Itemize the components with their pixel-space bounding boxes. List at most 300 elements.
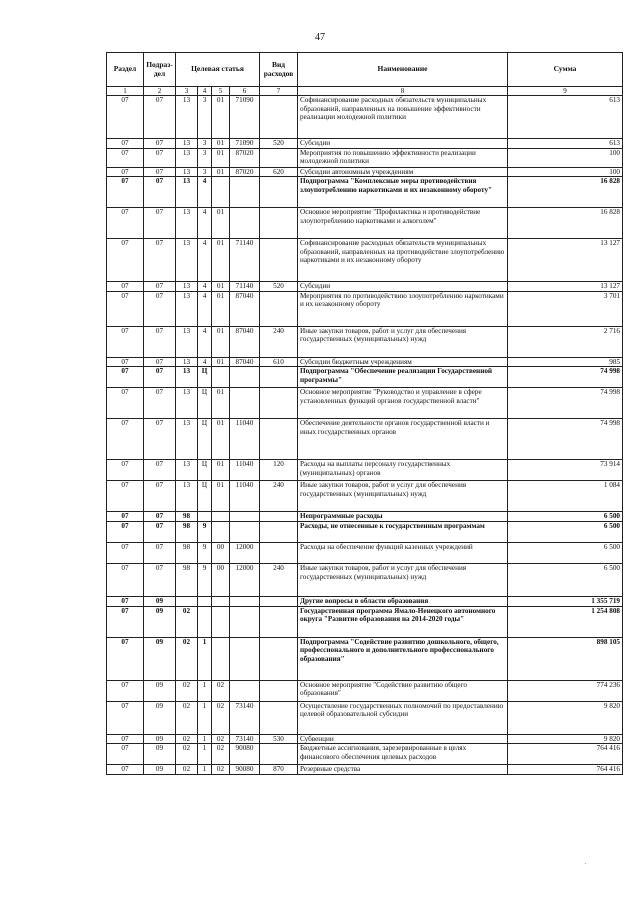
name-cell: Другие вопросы в области образования bbox=[298, 596, 508, 606]
name-cell: Софинансирование расходных обязательств муниципальных образований, направленных на противодействие злоупотреблению наркотиками и их незаконному обороту bbox=[298, 239, 508, 282]
podrazdel-cell: 07 bbox=[144, 326, 176, 357]
razdel-cell: 07 bbox=[107, 239, 144, 282]
target-program-cell: 02 bbox=[176, 734, 198, 744]
target-event-cell: 02 bbox=[212, 701, 230, 734]
razdel-cell: 07 bbox=[107, 744, 144, 765]
name-cell: Иные закупки товаров, работ и услуг для обеспечения государственных (муниципальных) нужд bbox=[298, 326, 508, 357]
table-row bbox=[107, 167, 623, 177]
target-program-cell: 13 bbox=[176, 139, 198, 149]
header-podrazdel: Подраз- дел bbox=[144, 53, 176, 87]
target-event-cell: 01 bbox=[212, 357, 230, 367]
target-event-cell: 01 bbox=[212, 282, 230, 292]
target-program-cell: 13 bbox=[176, 208, 198, 239]
expense-type-cell: 240 bbox=[260, 563, 298, 596]
target-subprogram-cell: 4 bbox=[198, 282, 212, 292]
target-direction-cell bbox=[230, 208, 260, 239]
table-row bbox=[107, 139, 623, 149]
target-direction-cell: 73140 bbox=[230, 701, 260, 734]
table-row bbox=[107, 177, 623, 208]
target-program-cell: 13 bbox=[176, 460, 198, 481]
target-direction-cell bbox=[230, 177, 260, 208]
target-event-cell: 00 bbox=[212, 542, 230, 563]
expense-type-cell bbox=[260, 239, 298, 282]
razdel-cell: 07 bbox=[107, 701, 144, 734]
table-row bbox=[107, 460, 623, 481]
target-direction-cell: 12000 bbox=[230, 563, 260, 596]
expense-type-cell bbox=[260, 542, 298, 563]
target-program-cell: 98 bbox=[176, 542, 198, 563]
podrazdel-cell: 07 bbox=[144, 563, 176, 596]
target-direction-cell: 71090 bbox=[230, 139, 260, 149]
column-number: 5 bbox=[212, 87, 230, 96]
header-vid-rashodov: Вид расходов bbox=[260, 53, 298, 87]
target-program-cell: 02 bbox=[176, 765, 198, 775]
target-event-cell: 01 bbox=[212, 239, 230, 282]
sum-cell: 6 500 bbox=[508, 563, 623, 596]
target-program-cell bbox=[176, 596, 198, 606]
target-subprogram-cell: 9 bbox=[198, 542, 212, 563]
target-event-cell: 02 bbox=[212, 680, 230, 701]
name-cell: Обеспечение деятельности органов государственной власти и иных государственных органов bbox=[298, 419, 508, 460]
table-body bbox=[107, 96, 623, 775]
expense-type-cell: 120 bbox=[260, 460, 298, 481]
page-number: 47 bbox=[315, 32, 325, 43]
target-direction-cell bbox=[230, 512, 260, 522]
sum-cell: 73 914 bbox=[508, 460, 623, 481]
expense-type-cell: 620 bbox=[260, 167, 298, 177]
target-subprogram-cell: 3 bbox=[198, 96, 212, 139]
target-subprogram-cell: 1 bbox=[198, 744, 212, 765]
target-program-cell: 02 bbox=[176, 606, 198, 637]
name-cell: Основное мероприятие "Содействие развитию общего образования" bbox=[298, 680, 508, 701]
table-row bbox=[107, 419, 623, 460]
target-event-cell: 01 bbox=[212, 167, 230, 177]
target-subprogram-cell: 4 bbox=[198, 357, 212, 367]
column-number: 2 bbox=[144, 87, 176, 96]
table-row bbox=[107, 512, 623, 522]
table-row bbox=[107, 148, 623, 167]
target-direction-cell bbox=[230, 388, 260, 419]
name-cell: Расходы на выплаты персоналу государственных (муниципальных) органов bbox=[298, 460, 508, 481]
razdel-cell: 07 bbox=[107, 282, 144, 292]
expense-type-cell bbox=[260, 680, 298, 701]
name-cell: Бюджетные ассигнования, зарезервированные в целях финансового обеспечения целевых расходов bbox=[298, 744, 508, 765]
podrazdel-cell: 07 bbox=[144, 167, 176, 177]
table-row bbox=[107, 680, 623, 701]
target-program-cell: 98 bbox=[176, 521, 198, 542]
column-number: 7 bbox=[260, 87, 298, 96]
target-subprogram-cell: 4 bbox=[198, 177, 212, 208]
sum-cell: 985 bbox=[508, 357, 623, 367]
expense-type-cell bbox=[260, 388, 298, 419]
expense-type-cell bbox=[260, 208, 298, 239]
table-row bbox=[107, 606, 623, 637]
sum-cell: 774 236 bbox=[508, 680, 623, 701]
column-number: 6 bbox=[230, 87, 260, 96]
name-cell: Субсидии bbox=[298, 282, 508, 292]
razdel-cell: 07 bbox=[107, 460, 144, 481]
razdel-cell: 07 bbox=[107, 596, 144, 606]
target-direction-cell: 90080 bbox=[230, 744, 260, 765]
target-subprogram-cell: 9 bbox=[198, 563, 212, 596]
name-cell: Основное мероприятие "Руководство и управление в сфере установленных функций органов государственной власти" bbox=[298, 388, 508, 419]
target-subprogram-cell: Ц bbox=[198, 419, 212, 460]
target-program-cell: 98 bbox=[176, 563, 198, 596]
target-program-cell: 13 bbox=[176, 148, 198, 167]
target-direction-cell: 87020 bbox=[230, 148, 260, 167]
name-cell: Субсидии автономным учреждениям bbox=[298, 167, 508, 177]
expense-type-cell bbox=[260, 291, 298, 326]
podrazdel-cell: 07 bbox=[144, 96, 176, 139]
column-number: 4 bbox=[198, 87, 212, 96]
target-event-cell: 01 bbox=[212, 460, 230, 481]
target-program-cell: 13 bbox=[176, 291, 198, 326]
sum-cell: 1 254 808 bbox=[508, 606, 623, 637]
target-subprogram-cell: 1 bbox=[198, 701, 212, 734]
podrazdel-cell: 07 bbox=[144, 148, 176, 167]
podrazdel-cell: 07 bbox=[144, 419, 176, 460]
name-cell: Субсидии бюджетным учреждениям bbox=[298, 357, 508, 367]
expense-type-cell bbox=[260, 606, 298, 637]
razdel-cell: 07 bbox=[107, 357, 144, 367]
target-direction-cell bbox=[230, 521, 260, 542]
name-cell: Подпрограмма "Обеспечение реализации Государственной программы" bbox=[298, 367, 508, 388]
table-row bbox=[107, 357, 623, 367]
expense-type-cell bbox=[260, 521, 298, 542]
target-subprogram-cell: 4 bbox=[198, 326, 212, 357]
table-row bbox=[107, 542, 623, 563]
podrazdel-cell: 07 bbox=[144, 282, 176, 292]
podrazdel-cell: 07 bbox=[144, 291, 176, 326]
header-naimenovanie: Наименование bbox=[298, 53, 508, 87]
table-row bbox=[107, 239, 623, 282]
target-direction-cell: 87020 bbox=[230, 167, 260, 177]
target-subprogram-cell bbox=[198, 606, 212, 637]
name-cell: Мероприятия по противодействию злоупотреблению наркотиками и их незаконному обороту bbox=[298, 291, 508, 326]
name-cell: Иные закупки товаров, работ и услуг для обеспечения государственных (муниципальных) нужд bbox=[298, 563, 508, 596]
sum-cell: 764 416 bbox=[508, 744, 623, 765]
target-direction-cell: 87040 bbox=[230, 357, 260, 367]
razdel-cell: 07 bbox=[107, 167, 144, 177]
expense-type-cell: 240 bbox=[260, 481, 298, 512]
table-row bbox=[107, 291, 623, 326]
razdel-cell: 07 bbox=[107, 291, 144, 326]
target-subprogram-cell: 1 bbox=[198, 734, 212, 744]
name-cell: Субсидии bbox=[298, 139, 508, 149]
podrazdel-cell: 07 bbox=[144, 367, 176, 388]
expense-type-cell bbox=[260, 512, 298, 522]
target-subprogram-cell: 4 bbox=[198, 291, 212, 326]
target-program-cell: 13 bbox=[176, 326, 198, 357]
target-program-cell: 13 bbox=[176, 367, 198, 388]
sum-cell: 6 500 bbox=[508, 542, 623, 563]
sum-cell: 613 bbox=[508, 96, 623, 139]
podrazdel-cell: 07 bbox=[144, 481, 176, 512]
name-cell: Подпрограмма "Содействие развитию дошкольного, общего, профессионального и дополнительного профессионального образования" bbox=[298, 637, 508, 680]
target-subprogram-cell: 9 bbox=[198, 521, 212, 542]
razdel-cell: 07 bbox=[107, 208, 144, 239]
target-subprogram-cell: 1 bbox=[198, 765, 212, 775]
razdel-cell: 07 bbox=[107, 481, 144, 512]
table-row bbox=[107, 637, 623, 680]
sum-cell: 3 701 bbox=[508, 291, 623, 326]
table-row bbox=[107, 521, 623, 542]
podrazdel-cell: 07 bbox=[144, 177, 176, 208]
scan-mark: . bbox=[584, 860, 586, 866]
target-direction-cell bbox=[230, 606, 260, 637]
budget-table bbox=[106, 52, 623, 775]
target-subprogram-cell: Ц bbox=[198, 481, 212, 512]
podrazdel-cell: 07 bbox=[144, 139, 176, 149]
name-cell: Непрограммные расходы bbox=[298, 512, 508, 522]
target-program-cell: 02 bbox=[176, 744, 198, 765]
target-event-cell bbox=[212, 596, 230, 606]
target-program-cell: 13 bbox=[176, 282, 198, 292]
table-row bbox=[107, 326, 623, 357]
name-cell: Софинансирование расходных обязательств муниципальных образований, направленных на повышение эффективности реализации молодежной политики bbox=[298, 96, 508, 139]
target-subprogram-cell: Ц bbox=[198, 367, 212, 388]
expense-type-cell: 520 bbox=[260, 282, 298, 292]
target-event-cell: 02 bbox=[212, 734, 230, 744]
table-row bbox=[107, 734, 623, 744]
sum-cell: 74 998 bbox=[508, 419, 623, 460]
sum-cell: 16 828 bbox=[508, 177, 623, 208]
name-cell: Расходы на обеспечение функций казенных учреждений bbox=[298, 542, 508, 563]
razdel-cell: 07 bbox=[107, 637, 144, 680]
expense-type-cell bbox=[260, 419, 298, 460]
podrazdel-cell: 09 bbox=[144, 734, 176, 744]
podrazdel-cell: 07 bbox=[144, 357, 176, 367]
razdel-cell: 07 bbox=[107, 680, 144, 701]
name-cell: Подпрограмма "Комплексные меры противодействия злоупотреблению наркотиками и их незаконному обороту" bbox=[298, 177, 508, 208]
column-number-row bbox=[107, 87, 623, 96]
target-program-cell: 13 bbox=[176, 239, 198, 282]
target-direction-cell: 11040 bbox=[230, 460, 260, 481]
razdel-cell: 07 bbox=[107, 542, 144, 563]
expense-type-cell bbox=[260, 177, 298, 208]
target-direction-cell: 11040 bbox=[230, 481, 260, 512]
expense-type-cell bbox=[260, 96, 298, 139]
table-row bbox=[107, 96, 623, 139]
target-event-cell: 00 bbox=[212, 563, 230, 596]
razdel-cell: 07 bbox=[107, 177, 144, 208]
target-program-cell: 13 bbox=[176, 167, 198, 177]
target-event-cell: 01 bbox=[212, 291, 230, 326]
razdel-cell: 07 bbox=[107, 96, 144, 139]
target-program-cell: 13 bbox=[176, 96, 198, 139]
sum-cell: 13 127 bbox=[508, 239, 623, 282]
sum-cell: 100 bbox=[508, 148, 623, 167]
razdel-cell: 07 bbox=[107, 734, 144, 744]
razdel-cell: 07 bbox=[107, 148, 144, 167]
razdel-cell: 07 bbox=[107, 512, 144, 522]
name-cell: Осуществление государственных полномочий по предоставлению целевой образовательной субсидии bbox=[298, 701, 508, 734]
sum-cell: 764 416 bbox=[508, 765, 623, 775]
target-subprogram-cell: 4 bbox=[198, 208, 212, 239]
podrazdel-cell: 07 bbox=[144, 388, 176, 419]
target-event-cell bbox=[212, 521, 230, 542]
podrazdel-cell: 09 bbox=[144, 637, 176, 680]
razdel-cell: 07 bbox=[107, 388, 144, 419]
target-event-cell: 01 bbox=[212, 326, 230, 357]
column-number: 9 bbox=[508, 87, 623, 96]
razdel-cell: 07 bbox=[107, 606, 144, 637]
expense-type-cell: 610 bbox=[260, 357, 298, 367]
podrazdel-cell: 09 bbox=[144, 680, 176, 701]
table-row bbox=[107, 744, 623, 765]
podrazdel-cell: 07 bbox=[144, 460, 176, 481]
target-subprogram-cell: 3 bbox=[198, 167, 212, 177]
header-celevaya-statya: Целевая статья bbox=[176, 53, 260, 87]
target-subprogram-cell: 3 bbox=[198, 139, 212, 149]
target-event-cell: 01 bbox=[212, 139, 230, 149]
razdel-cell: 07 bbox=[107, 563, 144, 596]
target-event-cell bbox=[212, 637, 230, 680]
column-number: 3 bbox=[176, 87, 198, 96]
header-summa: Сумма bbox=[508, 53, 623, 87]
target-direction-cell: 87040 bbox=[230, 326, 260, 357]
podrazdel-cell: 09 bbox=[144, 701, 176, 734]
sum-cell: 74 998 bbox=[508, 367, 623, 388]
expense-type-cell bbox=[260, 637, 298, 680]
sum-cell: 6 500 bbox=[508, 512, 623, 522]
target-program-cell: 02 bbox=[176, 637, 198, 680]
target-program-cell: 13 bbox=[176, 177, 198, 208]
razdel-cell: 07 bbox=[107, 765, 144, 775]
sum-cell: 9 820 bbox=[508, 701, 623, 734]
podrazdel-cell: 09 bbox=[144, 765, 176, 775]
target-direction-cell: 71140 bbox=[230, 282, 260, 292]
target-subprogram-cell bbox=[198, 512, 212, 522]
expense-type-cell bbox=[260, 148, 298, 167]
target-direction-cell: 12000 bbox=[230, 542, 260, 563]
expense-type-cell bbox=[260, 367, 298, 388]
sum-cell: 6 500 bbox=[508, 521, 623, 542]
table-row bbox=[107, 388, 623, 419]
expense-type-cell: 520 bbox=[260, 139, 298, 149]
target-event-cell: 01 bbox=[212, 419, 230, 460]
target-direction-cell bbox=[230, 680, 260, 701]
table-row bbox=[107, 701, 623, 734]
target-direction-cell: 73140 bbox=[230, 734, 260, 744]
target-subprogram-cell bbox=[198, 596, 212, 606]
name-cell: Расходы, не отнесенные к государственным программам bbox=[298, 521, 508, 542]
sum-cell: 74 998 bbox=[508, 388, 623, 419]
expense-type-cell bbox=[260, 744, 298, 765]
podrazdel-cell: 07 bbox=[144, 542, 176, 563]
target-direction-cell bbox=[230, 367, 260, 388]
name-cell: Мероприятия по повышению эффективности реализации молодежной политики bbox=[298, 148, 508, 167]
target-subprogram-cell: 4 bbox=[198, 239, 212, 282]
podrazdel-cell: 07 bbox=[144, 239, 176, 282]
name-cell: Основное мероприятие "Профилактика и противодействие злоупотреблению наркотиками и алкоголем" bbox=[298, 208, 508, 239]
target-event-cell: 01 bbox=[212, 148, 230, 167]
target-program-cell: 13 bbox=[176, 481, 198, 512]
target-direction-cell bbox=[230, 596, 260, 606]
table-row bbox=[107, 765, 623, 775]
target-event-cell: 01 bbox=[212, 208, 230, 239]
target-program-cell: 13 bbox=[176, 388, 198, 419]
razdel-cell: 07 bbox=[107, 521, 144, 542]
sum-cell: 1 084 bbox=[508, 481, 623, 512]
target-subprogram-cell: 3 bbox=[198, 148, 212, 167]
name-cell: Иные закупки товаров, работ и услуг для обеспечения государственных (муниципальных) нужд bbox=[298, 481, 508, 512]
target-event-cell: 01 bbox=[212, 96, 230, 139]
razdel-cell: 07 bbox=[107, 326, 144, 357]
target-event-cell bbox=[212, 177, 230, 208]
target-program-cell: 02 bbox=[176, 680, 198, 701]
target-subprogram-cell: 1 bbox=[198, 680, 212, 701]
target-subprogram-cell: Ц bbox=[198, 388, 212, 419]
table-row bbox=[107, 563, 623, 596]
expense-type-cell bbox=[260, 596, 298, 606]
podrazdel-cell: 07 bbox=[144, 512, 176, 522]
sum-cell: 613 bbox=[508, 139, 623, 149]
razdel-cell: 07 bbox=[107, 419, 144, 460]
table-row bbox=[107, 481, 623, 512]
podrazdel-cell: 07 bbox=[144, 208, 176, 239]
table-row bbox=[107, 367, 623, 388]
podrazdel-cell: 09 bbox=[144, 744, 176, 765]
table-row bbox=[107, 282, 623, 292]
sum-cell: 2 716 bbox=[508, 326, 623, 357]
sum-cell: 100 bbox=[508, 167, 623, 177]
target-event-cell bbox=[212, 512, 230, 522]
column-number: 8 bbox=[298, 87, 508, 96]
sum-cell: 1 355 719 bbox=[508, 596, 623, 606]
target-event-cell: 01 bbox=[212, 388, 230, 419]
expense-type-cell: 870 bbox=[260, 765, 298, 775]
target-program-cell: 98 bbox=[176, 512, 198, 522]
header-razdel: Раздел bbox=[107, 53, 144, 87]
podrazdel-cell: 09 bbox=[144, 606, 176, 637]
name-cell: Субвенции bbox=[298, 734, 508, 744]
target-subprogram-cell: 1 bbox=[198, 637, 212, 680]
target-program-cell: 13 bbox=[176, 419, 198, 460]
name-cell: Резервные средства bbox=[298, 765, 508, 775]
target-direction-cell: 71090 bbox=[230, 96, 260, 139]
target-program-cell: 13 bbox=[176, 357, 198, 367]
target-direction-cell: 87040 bbox=[230, 291, 260, 326]
target-direction-cell bbox=[230, 637, 260, 680]
target-direction-cell: 90080 bbox=[230, 765, 260, 775]
sum-cell: 16 828 bbox=[508, 208, 623, 239]
target-event-cell bbox=[212, 606, 230, 637]
name-cell: Государственная программа Ямало-Ненецкого автономного округа "Развитие образования на 2014-2020 годы" bbox=[298, 606, 508, 637]
target-subprogram-cell: Ц bbox=[198, 460, 212, 481]
table-row bbox=[107, 208, 623, 239]
target-event-cell bbox=[212, 367, 230, 388]
target-direction-cell: 11040 bbox=[230, 419, 260, 460]
expense-type-cell bbox=[260, 701, 298, 734]
razdel-cell: 07 bbox=[107, 367, 144, 388]
target-program-cell: 02 bbox=[176, 701, 198, 734]
expense-type-cell: 240 bbox=[260, 326, 298, 357]
sum-cell: 9 820 bbox=[508, 734, 623, 744]
sum-cell: 13 127 bbox=[508, 282, 623, 292]
podrazdel-cell: 07 bbox=[144, 521, 176, 542]
target-direction-cell: 71140 bbox=[230, 239, 260, 282]
target-event-cell: 01 bbox=[212, 481, 230, 512]
column-number: 1 bbox=[107, 87, 144, 96]
table-row bbox=[107, 596, 623, 606]
target-event-cell: 02 bbox=[212, 744, 230, 765]
expense-type-cell: 530 bbox=[260, 734, 298, 744]
sum-cell: 898 105 bbox=[508, 637, 623, 680]
podrazdel-cell: 09 bbox=[144, 596, 176, 606]
razdel-cell: 07 bbox=[107, 139, 144, 149]
target-event-cell: 02 bbox=[212, 765, 230, 775]
